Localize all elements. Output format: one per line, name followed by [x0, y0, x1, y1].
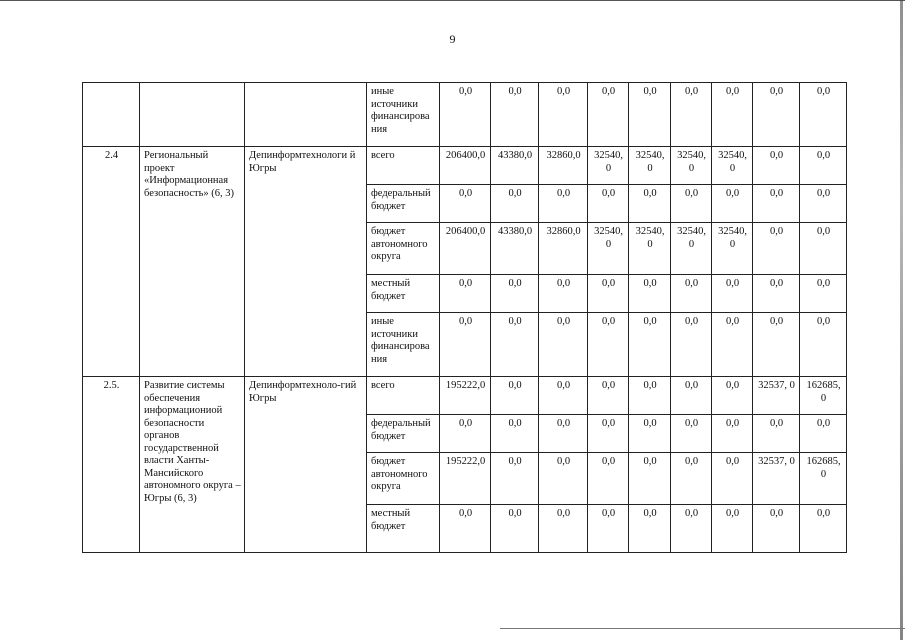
- value-cell: 0,0: [588, 453, 629, 505]
- source-cell: иные источники финансирова ния: [367, 313, 440, 377]
- budget-table: [82, 82, 847, 553]
- source-cell: федеральный бюджет: [367, 415, 440, 453]
- value-cell: 0,0: [539, 185, 588, 223]
- value-cell: 32537, 0: [753, 377, 800, 415]
- value-cell: 0,0: [588, 377, 629, 415]
- source-cell: бюджет автономного округа: [367, 453, 440, 505]
- value-cell: 0,0: [753, 147, 800, 185]
- value-cell: 43380,0: [491, 223, 539, 275]
- value-cell: 206400,0: [440, 223, 491, 275]
- value-cell: 0,0: [753, 223, 800, 275]
- value-cell: 206400,0: [440, 147, 491, 185]
- value-cell: 0,0: [671, 83, 712, 147]
- value-cell: 0,0: [539, 275, 588, 313]
- value-cell: 0,0: [671, 415, 712, 453]
- value-cell: 0,0: [491, 83, 539, 147]
- value-cell: 0,0: [491, 313, 539, 377]
- value-cell: 32540, 0: [712, 147, 753, 185]
- value-cell: 32860,0: [539, 147, 588, 185]
- value-cell: 0,0: [712, 377, 753, 415]
- value-cell: 0,0: [539, 83, 588, 147]
- value-cell: 0,0: [440, 505, 491, 553]
- value-cell: 0,0: [539, 377, 588, 415]
- value-cell: 32540, 0: [588, 147, 629, 185]
- scan-edge-bottom: [500, 628, 905, 629]
- value-cell: 0,0: [753, 505, 800, 553]
- value-cell: 0,0: [440, 313, 491, 377]
- value-cell: 32540, 0: [671, 147, 712, 185]
- value-cell: 0,0: [800, 313, 847, 377]
- name-cell: [140, 83, 245, 147]
- value-cell: 43380,0: [491, 147, 539, 185]
- value-cell: 0,0: [629, 83, 671, 147]
- value-cell: 0,0: [753, 275, 800, 313]
- value-cell: 0,0: [629, 453, 671, 505]
- value-cell: 0,0: [800, 505, 847, 553]
- value-cell: 0,0: [629, 415, 671, 453]
- code-cell: 2.5.: [83, 377, 140, 553]
- value-cell: 0,0: [440, 415, 491, 453]
- value-cell: 0,0: [440, 275, 491, 313]
- value-cell: 32540, 0: [588, 223, 629, 275]
- value-cell: 32540, 0: [629, 147, 671, 185]
- name-cell: Региональный проект «Информационная безопасность» (6, 3): [140, 147, 245, 377]
- source-cell: федеральный бюджет: [367, 185, 440, 223]
- source-cell: иные источники финансирова ния: [367, 83, 440, 147]
- code-cell: [83, 83, 140, 147]
- code-cell: 2.4: [83, 147, 140, 377]
- value-cell: 0,0: [712, 185, 753, 223]
- value-cell: 0,0: [539, 505, 588, 553]
- scan-edge-top: [0, 0, 905, 17]
- table-row: [83, 83, 847, 147]
- value-cell: 0,0: [712, 275, 753, 313]
- source-cell: всего: [367, 147, 440, 185]
- source-cell: бюджет автономного округа: [367, 223, 440, 275]
- value-cell: 0,0: [539, 453, 588, 505]
- value-cell: 0,0: [491, 275, 539, 313]
- value-cell: 32540, 0: [712, 223, 753, 275]
- value-cell: 0,0: [800, 185, 847, 223]
- executor-cell: Депинформтехнологи й Югры: [245, 147, 367, 377]
- value-cell: 0,0: [588, 415, 629, 453]
- value-cell: 0,0: [671, 377, 712, 415]
- value-cell: 0,0: [491, 453, 539, 505]
- value-cell: 0,0: [671, 275, 712, 313]
- value-cell: 0,0: [629, 185, 671, 223]
- name-cell: Развитие системы обеспечения информациониой безопасности органов государственной власти Ханты-Мансийского автономного округа – Югры (6, 3): [140, 377, 245, 553]
- executor-cell: Депинформтехноло-гий Югры: [245, 377, 367, 553]
- source-cell: местный бюджет: [367, 505, 440, 553]
- value-cell: 0,0: [588, 313, 629, 377]
- scan-edge-right: [900, 0, 903, 640]
- value-cell: 0,0: [629, 505, 671, 553]
- value-cell: 32540, 0: [671, 223, 712, 275]
- value-cell: 0,0: [712, 505, 753, 553]
- value-cell: 0,0: [712, 453, 753, 505]
- table-row: [83, 377, 847, 415]
- value-cell: 32540, 0: [629, 223, 671, 275]
- value-cell: 0,0: [800, 415, 847, 453]
- source-cell: всего: [367, 377, 440, 415]
- value-cell: 0,0: [712, 313, 753, 377]
- value-cell: 0,0: [491, 505, 539, 553]
- value-cell: 0,0: [588, 83, 629, 147]
- value-cell: 0,0: [588, 275, 629, 313]
- value-cell: 195222,0: [440, 377, 491, 415]
- table-row: [83, 147, 847, 185]
- value-cell: 0,0: [800, 275, 847, 313]
- value-cell: 0,0: [671, 185, 712, 223]
- value-cell: 0,0: [539, 313, 588, 377]
- value-cell: 32537, 0: [753, 453, 800, 505]
- value-cell: 0,0: [800, 147, 847, 185]
- source-cell: местный бюджет: [367, 275, 440, 313]
- value-cell: 0,0: [753, 185, 800, 223]
- value-cell: 0,0: [671, 453, 712, 505]
- page-number: 9: [449, 32, 456, 46]
- value-cell: 0,0: [800, 223, 847, 275]
- value-cell: 162685, 0: [800, 453, 847, 505]
- value-cell: 0,0: [440, 185, 491, 223]
- value-cell: 32860,0: [539, 223, 588, 275]
- executor-cell: [245, 83, 367, 147]
- value-cell: 0,0: [491, 185, 539, 223]
- value-cell: 0,0: [539, 415, 588, 453]
- value-cell: 0,0: [491, 377, 539, 415]
- value-cell: 0,0: [440, 83, 491, 147]
- value-cell: 0,0: [712, 415, 753, 453]
- value-cell: 0,0: [588, 185, 629, 223]
- value-cell: 0,0: [588, 505, 629, 553]
- value-cell: 0,0: [629, 313, 671, 377]
- value-cell: 0,0: [753, 313, 800, 377]
- value-cell: 195222,0: [440, 453, 491, 505]
- value-cell: 0,0: [753, 415, 800, 453]
- value-cell: 0,0: [712, 83, 753, 147]
- value-cell: 0,0: [671, 313, 712, 377]
- value-cell: 162685, 0: [800, 377, 847, 415]
- value-cell: 0,0: [491, 415, 539, 453]
- value-cell: 0,0: [629, 275, 671, 313]
- value-cell: 0,0: [671, 505, 712, 553]
- value-cell: 0,0: [629, 377, 671, 415]
- value-cell: 0,0: [800, 83, 847, 147]
- value-cell: 0,0: [753, 83, 800, 147]
